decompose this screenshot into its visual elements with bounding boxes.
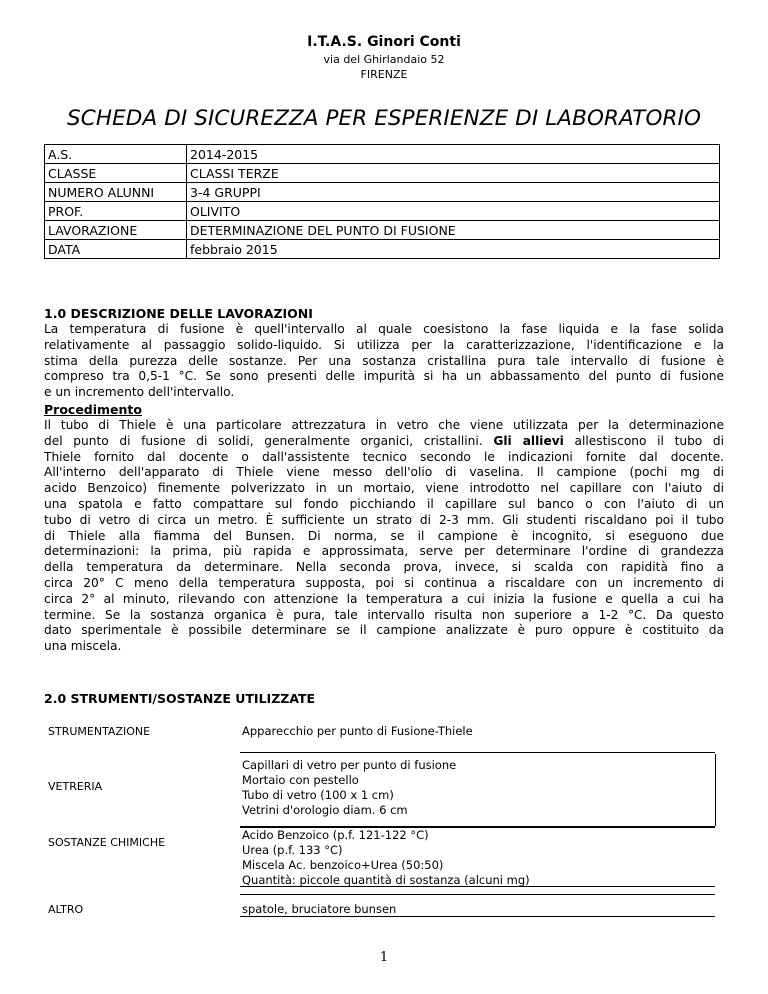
paragraph-line: acido Benzoico) finemente polverizzato in un mortaio, viene introdotto nel capillare con l'aiuto di <box>44 481 724 496</box>
tools-value: Apparecchio per punto di Fusione-Thiele <box>242 724 473 738</box>
tools-label-altro: ALTRO <box>48 903 84 916</box>
paragraph-line: stima della purezza delle sostanze. Per una sostanza cristallina pura tale intervallo di fusione è <box>44 353 724 368</box>
tools-label-sostanze: SOSTANZE CHIMICHE <box>48 836 166 849</box>
tools-value: Urea (p.f. 133 °C) <box>242 843 343 857</box>
tools-value: Acido Benzoico (p.f. 121-122 °C) <box>242 828 429 842</box>
info-key: NUMERO ALUNNI <box>45 183 187 202</box>
table-row <box>45 145 720 164</box>
paragraph-line: La temperatura di fusione è quell'intervallo al quale coesistono la fase liquida e la fase solida <box>44 322 724 336</box>
info-value: 3-4 GRUPPI <box>187 183 720 202</box>
paragraph-line: determinazioni: la prima, più rapida e approssimata, serve per determinare l'ordine di grandezza <box>44 544 724 559</box>
tools-value: Miscela Ac. benzoico+Urea (50:50) <box>242 858 444 872</box>
paragraph-line: Il tubo di Thiele è una particolare attrezzatura in vetro che viene utilizzata per la determinazione <box>44 418 724 432</box>
info-key: PROF. <box>45 202 187 221</box>
tools-label-vetreria: VETRERIA <box>48 780 103 793</box>
table-row <box>45 240 720 259</box>
school-city: FIRENZE <box>360 68 408 81</box>
info-value: febbraio 2015 <box>187 240 720 259</box>
paragraph-line: dato sperimentale è possibile determinare se il campione analizzate è puro oppure è costituito da <box>44 623 724 638</box>
school-address: via del Ghirlandaio 52 <box>323 53 445 66</box>
info-key: LAVORAZIONE <box>45 221 187 240</box>
paragraph-line: termine. Se la sostanza organica è pura, tale intervallo risulta non superiore a 1-2 °C. Da questo <box>44 607 724 622</box>
info-value: OLIVITO <box>187 202 720 221</box>
table-row <box>45 202 720 221</box>
paragraph-line: e un incremento dell'intervallo. <box>44 385 235 400</box>
info-key: A.S. <box>45 145 187 164</box>
table-row <box>45 164 720 183</box>
paragraph-line: circa 20° C meno della temperatura supposta, poi si continua a riscaldare con un incremento di <box>44 575 724 590</box>
info-value: DETERMINAZIONE DEL PUNTO DI FUSIONE <box>187 221 720 240</box>
paragraph-line: una miscela. <box>44 639 122 654</box>
row-divider <box>240 894 715 895</box>
paragraph-line: circa 2° al minuto, rilevando con attenzione la temperatura a cui inizia la fusione e quella a cui ha <box>44 591 724 606</box>
paragraph-text: allestiscono il tubo di <box>574 433 725 448</box>
row-divider <box>240 752 715 753</box>
table-row <box>45 221 720 240</box>
tools-value: Mortaio con pestello <box>242 773 359 787</box>
table-row <box>45 183 720 202</box>
paragraph-line: una spatola e fatto compattare sul fondo picchiando il capillare sul banco o con l'aiuto di un <box>44 496 724 511</box>
tools-value: Vetrini d'orologio diam. 6 cm <box>242 803 408 817</box>
tools-value: Capillari di vetro per punto di fusione <box>242 758 457 772</box>
section-2-title: 2.0 STRUMENTI/SOSTANZE UTILIZZATE <box>44 691 316 706</box>
tools-value: Tubo di vetro (100 x 1 cm) <box>242 788 394 802</box>
school-name: I.T.A.S. Ginori Conti <box>307 34 461 50</box>
paragraph-line: della temperatura da determinare. Nella seconda prova, invece, si scalda con rapidità fino a <box>44 560 724 575</box>
tools-label-strumentazione: STRUMENTAZIONE <box>48 725 151 738</box>
paragraph-line: relativamente al passaggio solido-liquido. Si utilizza per la caratterizzazione, l'identificazione e la <box>44 337 724 352</box>
document-title: SCHEDA DI SICUREZZA PER ESPERIENZE DI LABORATORIO <box>66 106 702 131</box>
info-value: 2014-2015 <box>187 145 720 164</box>
info-table <box>44 144 720 259</box>
info-key: CLASSE <box>45 164 187 183</box>
bold-text: Gli allievi <box>493 433 564 448</box>
paragraph-line: di Thiele alla fiamma del Bunsen. Di norma, se il campione è incognito, si eseguono due <box>44 528 724 543</box>
procedure-title: Procedimento <box>44 402 142 417</box>
info-value: CLASSI TERZE <box>187 164 720 183</box>
info-key: DATA <box>45 240 187 259</box>
section-1-title: 1.0 DESCRIZIONE DELLE LAVORAZIONI <box>44 306 313 321</box>
tools-value: Quantità: piccole quantità di sostanza (alcuni mg) <box>242 873 530 887</box>
column-divider <box>715 754 716 826</box>
paragraph-line: tubo di vetro di circa un metro. È sufficiente un strato di 2-3 mm. Gli studenti riscaldano poi il tubo <box>44 512 724 527</box>
paragraph-text: del punto di fusione di solidi, generalmente organici, cristallini. <box>44 433 483 448</box>
paragraph-line: compreso tra 0,5-1 °C. Se sono presenti delle impurità si ha un abbassamento del punto di fusione <box>44 369 724 384</box>
paragraph-line: All'interno dell'apparato di Thiele viene messo dell'olio di vaselina. Il campione (pochi mg di <box>44 465 724 480</box>
paragraph-line <box>44 434 724 450</box>
paragraph-line: Thiele fornito dal docente o dall'assistente tecnico secondo le indicazioni fornite dal docente. <box>44 449 724 464</box>
procedure-paragraph <box>44 418 724 655</box>
page-number: 1 <box>379 950 389 965</box>
section-1-paragraph <box>44 322 724 401</box>
tools-value: spatole, bruciatore bunsen <box>242 902 397 916</box>
